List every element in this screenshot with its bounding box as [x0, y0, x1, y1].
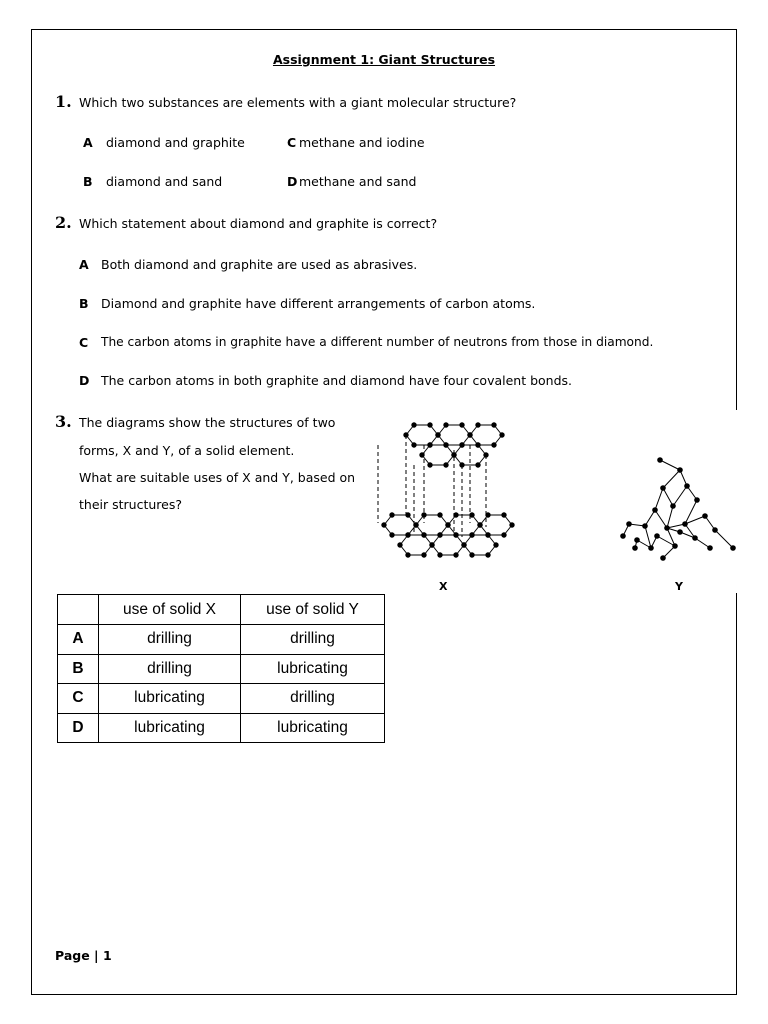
table-cell: lubricating [241, 713, 385, 743]
carbon-atom [654, 533, 660, 539]
carbon-atom [461, 542, 466, 547]
carbon-atom [660, 485, 666, 491]
carbon-atom [427, 462, 432, 467]
carbon-atom [677, 529, 683, 535]
table-cell: drilling [99, 654, 241, 684]
carbon-atom [626, 521, 632, 527]
carbon-atom [485, 532, 490, 537]
carbon-atom [411, 442, 416, 447]
q3-text-line: What are suitable uses of X and Y, based on [79, 470, 356, 485]
carbon-atom [509, 522, 514, 527]
carbon-atom [389, 512, 394, 517]
q2-number: 2. [55, 213, 72, 232]
carbon-atom [634, 537, 640, 543]
q1-option-text: diamond and graphite [106, 135, 245, 150]
q1-option-letter: B [83, 174, 93, 189]
table-row [58, 684, 385, 714]
bond-line [715, 530, 733, 548]
q2-option-letter: C [79, 335, 89, 350]
carbon-atom [381, 522, 386, 527]
carbon-atom [459, 422, 464, 427]
carbon-atom [672, 543, 678, 549]
q1-option-letter: A [83, 135, 93, 150]
carbon-atom [437, 512, 442, 517]
carbon-atom [682, 521, 688, 527]
carbon-atom [657, 457, 663, 463]
carbon-atom [475, 422, 480, 427]
table-cell: drilling [241, 684, 385, 714]
table-row [58, 713, 385, 743]
q2-option-letter: A [79, 257, 89, 272]
bond-line [660, 460, 680, 470]
carbon-atom [459, 442, 464, 447]
carbon-atom [475, 462, 480, 467]
table-header-cell: use of solid Y [241, 595, 385, 625]
page-title: Assignment 1: Giant Structures [272, 52, 496, 67]
carbon-atom [652, 507, 658, 513]
page-number-footer: Page | 1 [55, 948, 112, 963]
carbon-atom [453, 532, 458, 537]
carbon-atom [411, 422, 416, 427]
table-cell: drilling [241, 625, 385, 655]
table-header-row [58, 595, 385, 625]
carbon-atom [475, 442, 480, 447]
carbon-atom [443, 422, 448, 427]
carbon-atom [469, 552, 474, 557]
table-row [58, 654, 385, 684]
table-cell: A [58, 625, 99, 655]
graphite-structure-diagram [370, 405, 530, 565]
carbon-atom [443, 442, 448, 447]
q2-text: Which statement about diamond and graphite is correct? [79, 216, 438, 231]
carbon-atom [467, 432, 472, 437]
carbon-atom [491, 442, 496, 447]
carbon-atom [429, 542, 434, 547]
table-cell: B [58, 654, 99, 684]
bond-line [655, 510, 667, 528]
carbon-atom [694, 497, 700, 503]
table-cell: C [58, 684, 99, 714]
bond-line [663, 470, 680, 488]
table-header-cell: use of solid X [99, 595, 241, 625]
carbon-atom [632, 545, 638, 551]
carbon-atom [421, 532, 426, 537]
bond-line [673, 486, 687, 506]
q3-text-line: The diagrams show the structures of two [79, 415, 336, 430]
table-cell: lubricating [241, 654, 385, 684]
diagram-y-label: Y [675, 580, 683, 593]
carbon-atom [453, 552, 458, 557]
carbon-atom [730, 545, 736, 551]
q1-option-letter: D [287, 174, 298, 189]
carbon-atom [648, 545, 654, 551]
bond-line [667, 506, 673, 528]
carbon-atom [485, 552, 490, 557]
q2-option-text: The carbon atoms in both graphite and diamond have four covalent bonds. [101, 373, 573, 388]
carbon-atom [702, 513, 708, 519]
table-cell: drilling [99, 625, 241, 655]
carbon-atom [389, 532, 394, 537]
bond-line [655, 488, 663, 510]
carbon-atom [499, 432, 504, 437]
carbon-atom [642, 523, 648, 529]
carbon-atom [427, 422, 432, 427]
carbon-atom [677, 467, 683, 473]
carbon-atom [405, 552, 410, 557]
carbon-atom [501, 512, 506, 517]
carbon-atom [707, 545, 713, 551]
table-cell: D [58, 713, 99, 743]
carbon-atom [501, 532, 506, 537]
carbon-atom [491, 422, 496, 427]
table-header-cell [58, 595, 99, 625]
table-row [58, 625, 385, 655]
diamond-structure-diagram [615, 448, 745, 568]
carbon-atom [421, 552, 426, 557]
carbon-atom [692, 535, 698, 541]
q2-option-letter: D [79, 373, 90, 388]
table-cell: lubricating [99, 713, 241, 743]
carbon-atom [712, 527, 718, 533]
q1-option-letter: C [287, 135, 297, 150]
carbon-atom [620, 533, 626, 539]
carbon-atom [397, 542, 402, 547]
diagram-x-label: X [439, 580, 448, 593]
q2-option-text: Both diamond and graphite are used as abrasives. [101, 257, 418, 272]
q3-text-line: forms, X and Y, of a solid element. [79, 443, 295, 458]
carbon-atom [435, 432, 440, 437]
carbon-atom [477, 522, 482, 527]
carbon-atom [405, 532, 410, 537]
q1-option-text: methane and sand [299, 174, 417, 189]
table-cell: lubricating [99, 684, 241, 714]
q2-option-text: The carbon atoms in graphite have a different number of neutrons from those in diamond. [101, 335, 654, 349]
q2-option-letter: B [79, 296, 89, 311]
q3-number: 3. [55, 412, 72, 431]
carbon-atom [670, 503, 676, 509]
bond-line [645, 510, 655, 526]
carbon-atom [493, 542, 498, 547]
carbon-atom [437, 532, 442, 537]
q1-text: Which two substances are elements with a giant molecular structure? [79, 95, 517, 110]
carbon-atom [427, 442, 432, 447]
q1-option-text: diamond and sand [106, 174, 223, 189]
bond-line [663, 488, 673, 506]
carbon-atom [469, 532, 474, 537]
carbon-atom [660, 555, 666, 561]
uses-table [57, 594, 385, 743]
q1-number: 1. [55, 92, 72, 111]
carbon-atom [664, 525, 670, 531]
q2-option-text: Diamond and graphite have different arrangements of carbon atoms. [101, 296, 536, 311]
q1-option-text: methane and iodine [299, 135, 425, 150]
carbon-atom [437, 552, 442, 557]
q3-text-line: their structures? [79, 497, 182, 512]
carbon-atom [445, 522, 450, 527]
carbon-atom [443, 462, 448, 467]
carbon-atom [684, 483, 690, 489]
